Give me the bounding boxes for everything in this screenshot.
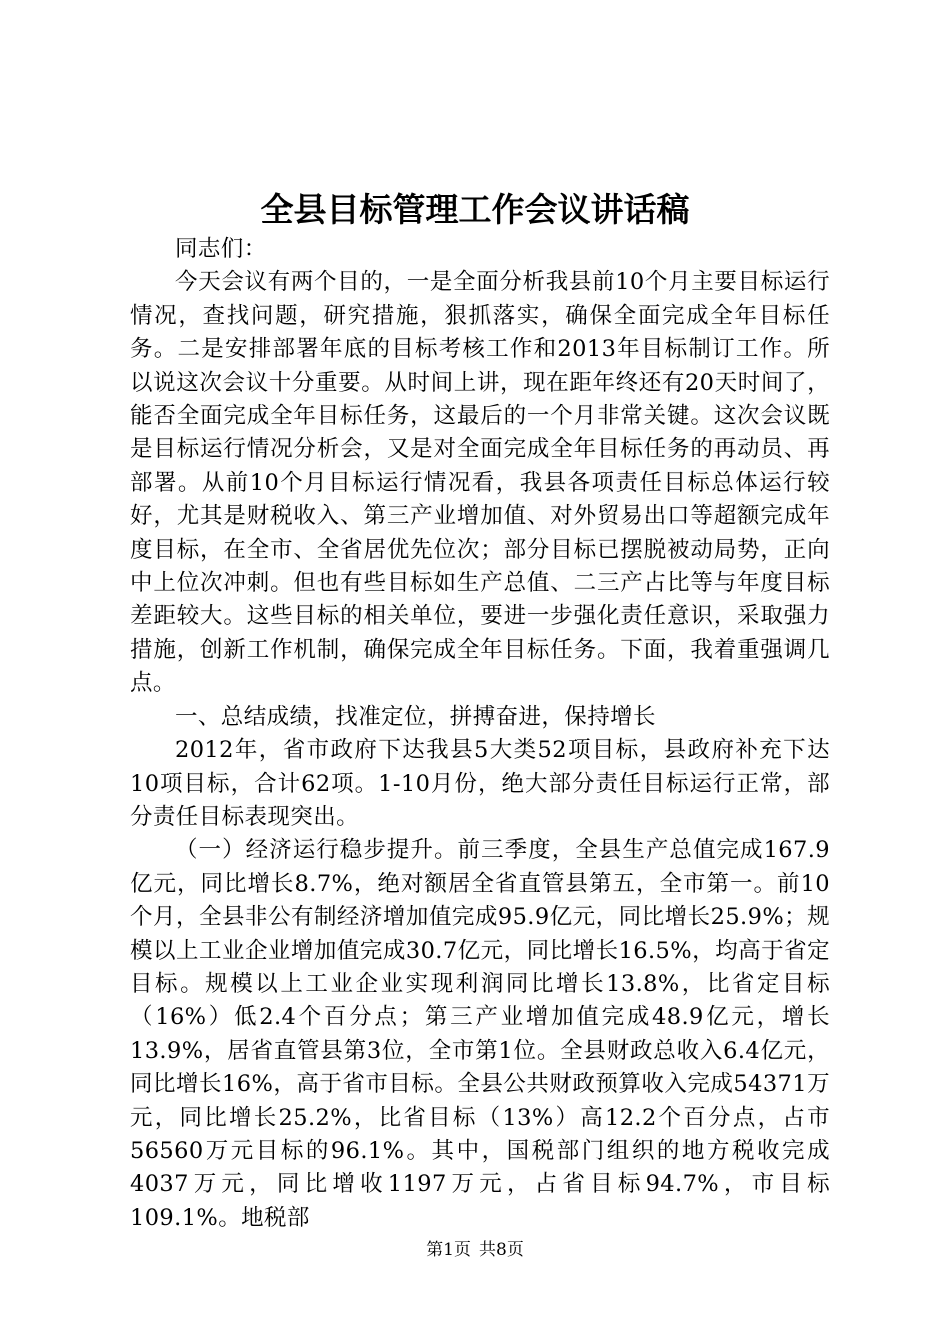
salutation-paragraph: 同志们： — [175, 236, 267, 262]
document-body — [130, 233, 830, 1235]
intro-paragraph: 今天会议有两个目的，一是全面分析我县前10个月主要目标运行情况，查找问题，研究措施，狠抓落实，确保全面完成全年目标任务。二是安排部署年底的目标考核工作和2013年目标制订工作。所以说这次会议十分重要。从时间上讲，现在距年终还有20天时间了，能否全面完成全年目标任务，这最后的一个月非常关键。这次会议既是目标运行情况分析会，又是对全面完成全年目标任务的再动员、再部署。从前10个月目标运行情况看，我县各项责任目标总体运行较好，尤其是财税收入、第三产业增加值、对外贸易出口等超额完成年度目标，在全市、全省居优先位次；部分目标已摆脱被动局势，正向中上位次冲刺。但也有些目标如生产总值、二三产占比等与年度目标差距较大。这些目标的相关单位，要进一步强化责任意识，采取强力措施，创新工作机制，确保完成全年目标任务。下面，我着重强调几点。 — [130, 269, 830, 697]
page-number: 第1页 — [426, 1240, 471, 1260]
section-heading: 一、总结成绩，找准定位，拼搏奋进，保持增长 — [175, 703, 656, 730]
body-paragraph: 2012年，省市政府下达我县5大类52项目标，县政府补充下达10项目标，合计62项。1-10月份，绝大部分责任目标运行正常，部分责任目标表现突出。 — [130, 737, 830, 830]
page-total: 共8页 — [479, 1240, 524, 1260]
document-title: 全县目标管理工作会议讲话稿 — [260, 190, 690, 229]
page-footer — [0, 1238, 950, 1262]
body-paragraph: （一）经济运行稳步提升。前三季度，全县生产总值完成167.9亿元，同比增长8.7%，绝对额居全省直管县第五，全市第一。前10个月，全县非公有制经济增加值完成95.9亿元，同比增长25.9%；规模以上工业企业增加值完成30.7亿元，同比增长16.5%，均高于省定目标。规模以上工业企业实现利润同比增长13.8%，比省定目标（16%）低2.4个百分点；第三产业增加值完成48.9亿元，增长13.9%，居省直管县第3位，全市第1位。全县财政总收入6.4亿元，同比增长16%，高于省市目标。全县公共财政预算收入完成54371万元，同比增长25.2%，比省目标（13%）高12.2个百分点，占市56560万元目标的96.1%。其中，国税部门组织的地方税收完成4037万元，同比增收1197万元，占省目标94.7%，市目标109.1%。地税部 — [130, 837, 830, 1231]
